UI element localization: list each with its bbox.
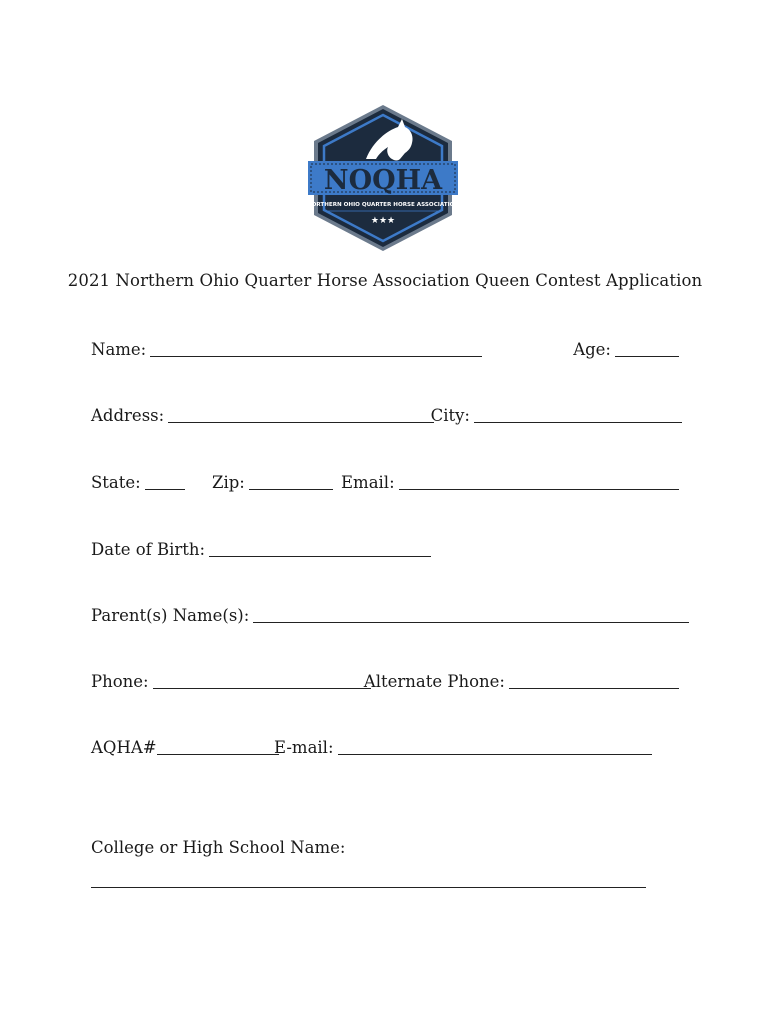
alt-phone-field xyxy=(364,671,679,692)
email2-label: E-mail: xyxy=(274,738,334,757)
school-field xyxy=(91,838,349,858)
city-input-line[interactable] xyxy=(474,405,682,423)
row-phone xyxy=(91,671,679,695)
email-input-line[interactable] xyxy=(399,472,679,490)
row-aqha-email xyxy=(91,737,679,761)
zip-input-line[interactable] xyxy=(249,472,333,490)
state-label: State: xyxy=(91,473,141,492)
address-input-line[interactable] xyxy=(168,405,434,423)
dob-label: Date of Birth: xyxy=(91,540,206,559)
alt-phone-input-line[interactable] xyxy=(509,671,679,689)
age-field xyxy=(573,339,679,360)
zip-label: Zip: xyxy=(212,473,245,492)
address-label: Address: xyxy=(91,406,165,425)
noqha-logo xyxy=(306,103,460,253)
phone-field xyxy=(91,671,371,692)
aqha-input-line[interactable] xyxy=(157,737,279,755)
name-field xyxy=(91,339,482,360)
row-address-city xyxy=(91,405,679,429)
row-dob xyxy=(91,539,679,563)
age-input-line[interactable] xyxy=(615,339,679,357)
dob-input-line[interactable] xyxy=(209,539,431,557)
logo-subtitle: NORTHERN OHIO QUARTER HORSE ASSOCIATION xyxy=(306,202,460,208)
aqha-label: AQHA# xyxy=(91,738,157,757)
dob-field xyxy=(91,539,431,560)
name-input-line[interactable] xyxy=(150,339,482,357)
address-field xyxy=(91,405,434,426)
email2-input-line[interactable] xyxy=(338,737,652,755)
logo-stars: ★★★ xyxy=(370,216,396,226)
state-input-line[interactable] xyxy=(145,472,185,490)
row-name-age xyxy=(91,339,679,363)
row-state-zip-email xyxy=(91,472,679,496)
alt-phone-label: Alternate Phone: xyxy=(363,672,505,691)
school-input-line[interactable] xyxy=(91,887,646,888)
logo-wordmark: NOQHA xyxy=(323,165,443,196)
row-parents xyxy=(91,605,679,629)
name-label: Name: xyxy=(91,340,147,359)
row-school xyxy=(91,838,679,862)
age-label: Age: xyxy=(573,340,611,359)
email2-field xyxy=(274,737,652,758)
city-field xyxy=(431,405,682,426)
parents-label: Parent(s) Name(s): xyxy=(91,606,250,625)
parents-field xyxy=(91,605,689,626)
aqha-field xyxy=(91,737,279,758)
phone-input-line[interactable] xyxy=(153,671,371,689)
zip-field xyxy=(212,472,333,493)
page-title: 2021 Northern Ohio Quarter Horse Association Queen Contest Application xyxy=(67,271,703,290)
email-label: Email: xyxy=(341,473,395,492)
city-label: City: xyxy=(430,406,470,425)
state-field xyxy=(91,472,185,493)
school-label: College or High School Name: xyxy=(91,838,346,857)
phone-label: Phone: xyxy=(91,672,149,691)
parents-input-line[interactable] xyxy=(253,605,689,623)
email-field xyxy=(341,472,679,493)
